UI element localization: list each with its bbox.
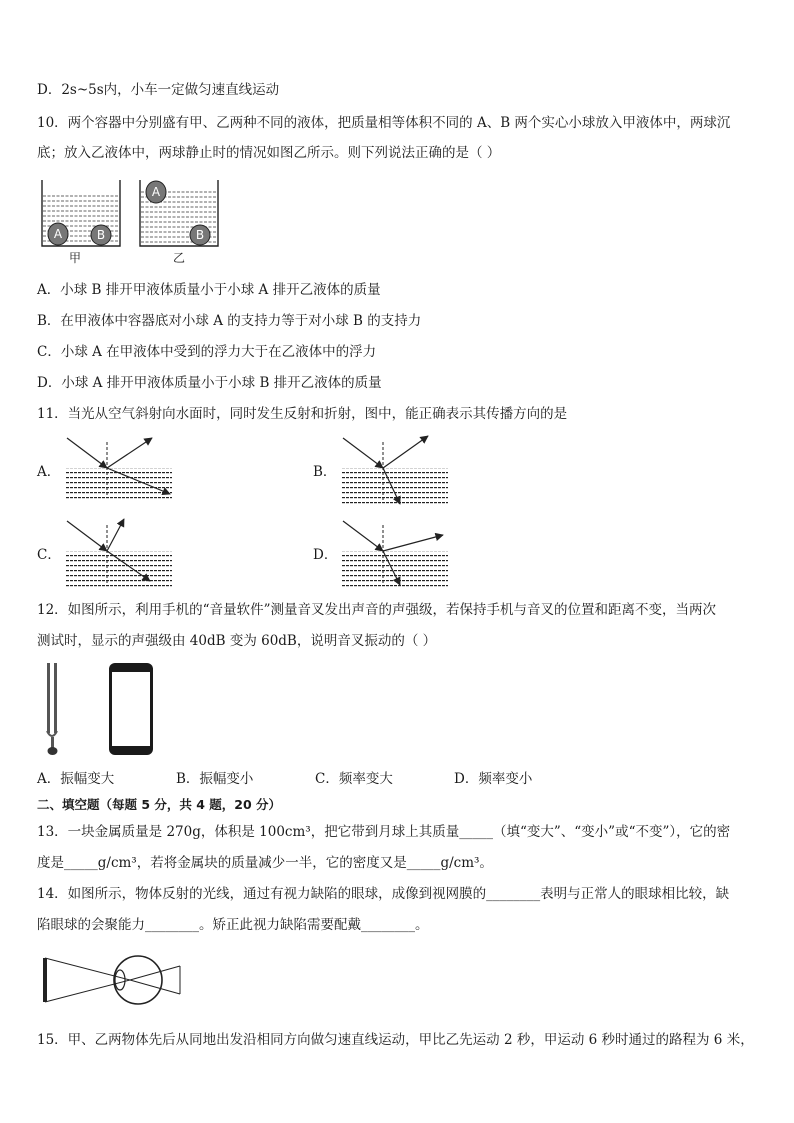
container-jia [42, 180, 120, 265]
q11-label-c: C． [37, 547, 61, 563]
q12-option-d: D．频率变小 [454, 771, 533, 787]
section-2-heading: 二、填空题（每题 5 分，共 4 题，20 分） [37, 797, 282, 812]
q11-label-a: A． [37, 464, 61, 480]
phone-figure [108, 662, 154, 756]
q14-line2: 陷眼球的会聚能力________。矫正此视力缺陷需要配戴________。 [37, 917, 429, 933]
ball-a-jia: A [53, 227, 63, 241]
q10-option-a: A．小球 B 排开甲液体质量小于小球 A 排开乙液体的质量 [37, 282, 381, 298]
q10-option-b: B．在甲液体中容器底对小球 A 的支持力等于对小球 B 的支持力 [37, 313, 422, 329]
eye-figure [40, 952, 185, 1008]
q10-stem-line2: 底；放入乙液体中，两球静止时的情况如图乙所示。则下列说法正确的是（ ） [37, 145, 501, 161]
ball-b-jia: B [96, 228, 106, 242]
tuning-fork-figure [40, 663, 70, 758]
q10-stem-line1: 10．两个容器中分别盛有甲、乙两种不同的液体，把质量相等体积不同的 A、B 两个实心小球放入甲液体中，两球沉 [37, 115, 731, 131]
q11-diagram-b [338, 432, 453, 507]
q11-label-d: D． [313, 547, 338, 563]
q11-stem: 11．当光从空气斜射向水面时，同时发生反射和折射，图中，能正确表示其传播方向的是 [37, 406, 568, 422]
q12-option-c: C．频率变大 [315, 771, 393, 787]
q14-line1: 14．如图所示，物体反射的光线，通过有视力缺陷的眼球，成像到视网膜的________表明与正常人的眼球相比较，缺 [37, 886, 730, 902]
q12-option-a: A．振幅变大 [37, 771, 115, 787]
q9-option-d: D．2s~5s内，小车一定做匀速直线运动 [37, 82, 280, 98]
q12-stem-line2: 测试时，显示的声强级由 40dB 变为 60dB，说明音叉振动的（ ） [37, 633, 437, 649]
q10-option-c: C．小球 A 在甲液体中受到的浮力大于在乙液体中的浮力 [37, 344, 377, 360]
q11-diagram-d [338, 515, 453, 590]
label-yi: 乙 [172, 251, 186, 265]
ball-b-yi: B [195, 228, 205, 242]
q11-diagram-a [62, 432, 177, 502]
q12-option-b: B．振幅变小 [176, 771, 254, 787]
q11-diagram-c [62, 515, 177, 587]
label-jia: 甲 [68, 251, 82, 265]
q12-stem-line1: 12．如图所示，利用手机的“音量软件”测量音叉发出声音的声强级，若保持手机与音叉的位置和距离不变，当两次 [37, 602, 716, 618]
q10-option-d: D．小球 A 排开甲液体质量小于小球 B 排开乙液体的质量 [37, 375, 382, 391]
q15-line1: 15．甲、乙两物体先后从同地出发沿相同方向做匀速直线运动，甲比乙先运动 2 秒，甲运动 6 秒时通过的路程为 6 米， [37, 1032, 754, 1048]
q11-label-b: B． [313, 464, 337, 480]
q10-figure [38, 178, 228, 268]
q13-line1: 13．一块金属质量是 270g，体积是 100cm³，把它带到月球上其质量_____（填“变大”、“变小”或“不变”），它的密 [37, 824, 731, 840]
q13-line2: 度是_____g/cm³，若将金属块的质量减少一半，它的密度又是_____g/cm³。 [37, 855, 493, 871]
ball-a-yi: A [151, 185, 161, 199]
container-yi [140, 180, 218, 265]
